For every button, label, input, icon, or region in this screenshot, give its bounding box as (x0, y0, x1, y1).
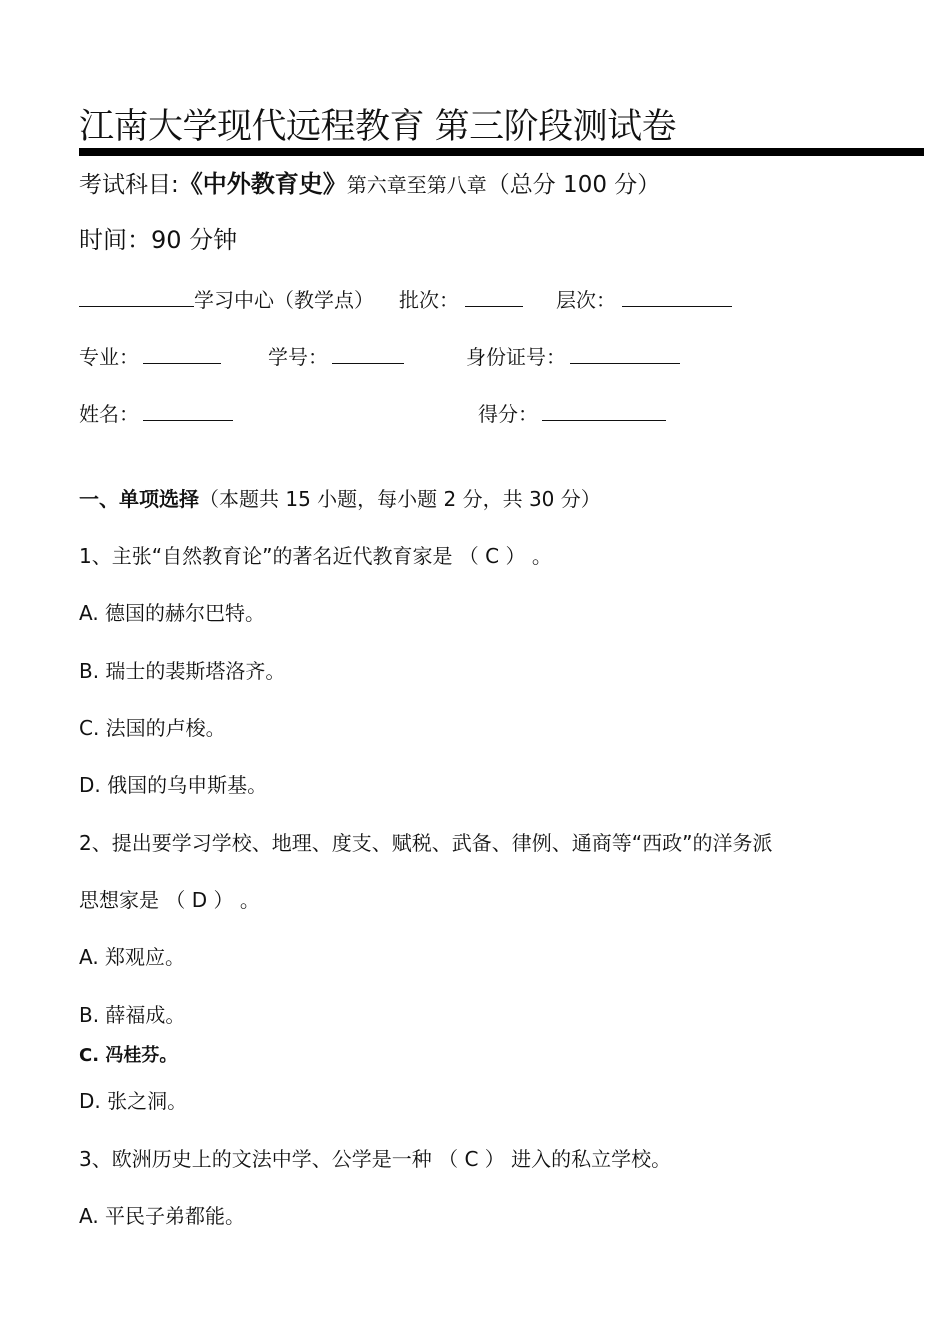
q2-option-c: C. 冯桂芬。 (79, 1045, 178, 1066)
major-field (79, 341, 221, 372)
section-note: （本题共 15 小题，每小题 2 分，共 30 分） (199, 487, 601, 511)
name-field (79, 398, 233, 429)
student-no-field (268, 341, 404, 372)
question-3-stem: 3、欧洲历史上的文法中学、公学是一种 （ C ） 进入的私立学校。 (79, 1147, 672, 1171)
student-no-blank[interactable] (332, 341, 404, 364)
section-title: 一、单项选择 (79, 487, 199, 511)
level-label: 层次： (556, 288, 616, 312)
batch-label: 批次： (399, 288, 459, 312)
q1-option-b: B. 瑞士的裴斯塔洛齐。 (79, 659, 286, 683)
exam-time: 时间：90 分钟 (79, 226, 238, 254)
id-no-field (466, 341, 680, 372)
exam-subject-line (79, 168, 660, 201)
score-label: 得分： (478, 402, 538, 426)
q1-option-a: A. 德国的赫尔巴特。 (79, 601, 266, 625)
id-no-label: 身份证号： (466, 345, 566, 369)
q2-option-d: D. 张之洞。 (79, 1089, 188, 1113)
q2-option-a: A. 郑观应。 (79, 945, 186, 969)
q2-option-b: B. 薛福成。 (79, 1003, 186, 1027)
q3-option-a: A. 平民子弟都能。 (79, 1204, 246, 1228)
subject-range: 第六章至第八章 (346, 173, 487, 197)
score-field (478, 398, 666, 429)
name-blank[interactable] (143, 398, 233, 421)
subject-book: 《中外教育史》 (178, 170, 347, 198)
score-blank[interactable] (542, 398, 666, 421)
major-blank[interactable] (143, 341, 221, 364)
batch-field (399, 284, 523, 315)
q1-option-c: C. 法国的卢梭。 (79, 716, 226, 740)
subject-prefix: 考试科目: (79, 172, 179, 198)
name-label: 姓名： (79, 402, 139, 426)
center-blank[interactable] (79, 284, 194, 307)
question-2-stem-line2: 思想家是 （ D ） 。 (79, 888, 260, 912)
batch-blank[interactable] (465, 284, 523, 307)
question-1-stem: 1、主张“自然教育论”的著名近代教育家是 （ C ） 。 (79, 544, 552, 568)
subject-total: （总分 100 分） (486, 172, 661, 198)
level-field (556, 284, 732, 315)
student-no-label: 学号： (268, 345, 328, 369)
page-title: 江南大学现代远程教育 第三阶段测试卷 (79, 107, 677, 147)
title-rule (79, 148, 924, 156)
major-label: 专业： (79, 345, 139, 369)
q1-option-d: D. 俄国的乌申斯基。 (79, 773, 268, 797)
section-heading (79, 484, 601, 514)
id-no-blank[interactable] (570, 341, 680, 364)
center-field (79, 284, 374, 315)
question-2-stem-line1: 2、提出要学习学校、地理、度支、赋税、武备、律例、通商等“西政”的洋务派 (79, 831, 773, 855)
level-blank[interactable] (622, 284, 732, 307)
center-label: 学习中心（教学点） (194, 288, 374, 312)
